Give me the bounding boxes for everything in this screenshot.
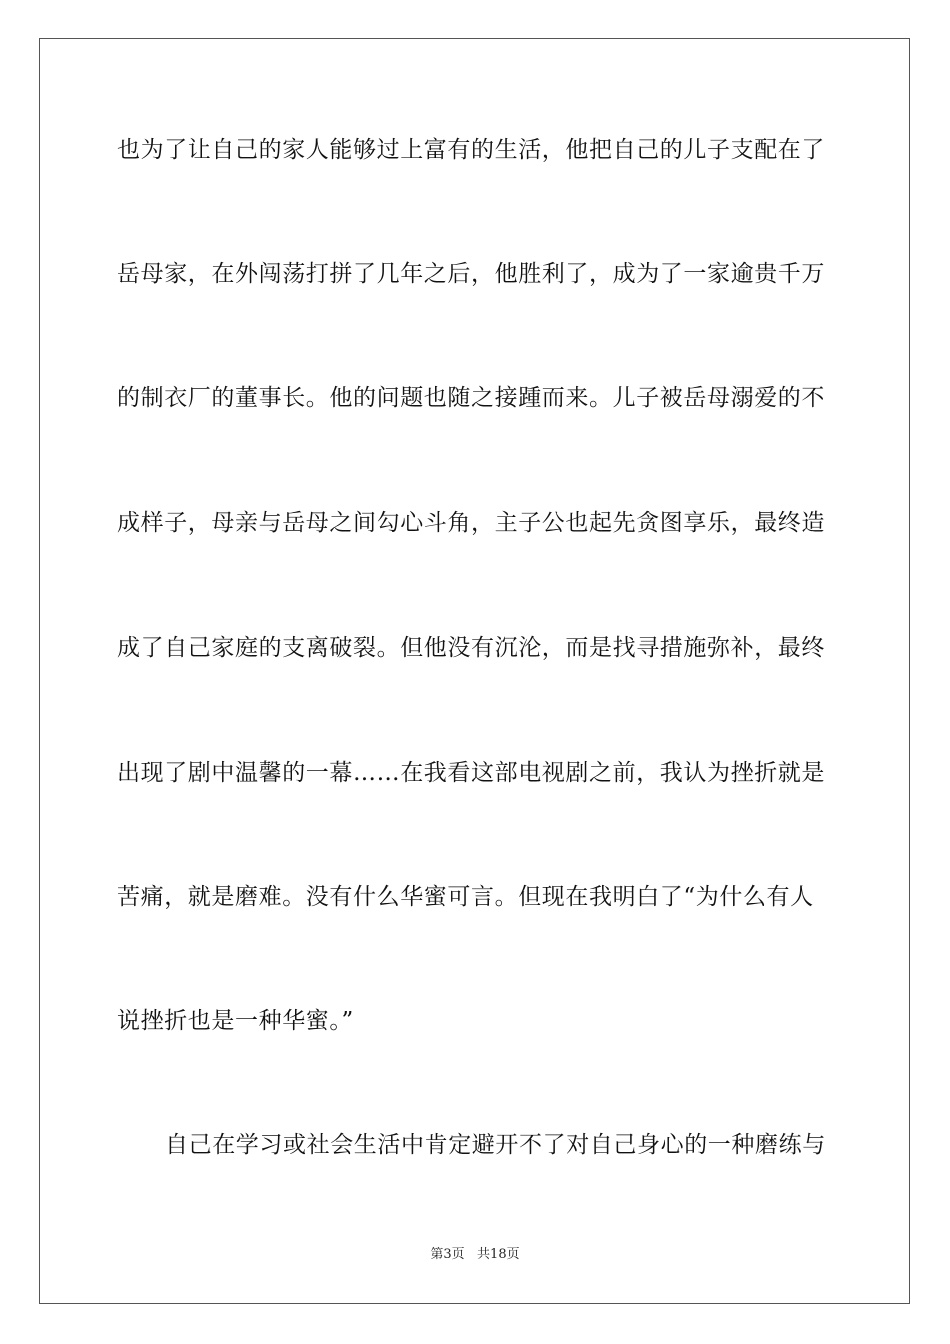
text-line-4: 成样子，母亲与岳母之间勾心斗角，主子公也起先贪图享乐，最终造 <box>117 510 825 536</box>
text-line-2: 岳母家，在外闯荡打拼了几年之后，他胜利了，成为了一家逾贵千万 <box>117 261 825 287</box>
text-line-8: 说挫折也是一种华蜜。” <box>117 1008 354 1034</box>
page-border <box>39 38 910 1304</box>
text-line-3: 的制衣厂的董事长。他的问题也随之接踵而来。儿子被岳母溺爱的不 <box>117 385 825 411</box>
page-number-footer: 第3页 共18页 <box>430 1247 520 1262</box>
text-line-1: 也为了让自己的家人能够过上富有的生活，他把自己的儿子支配在了 <box>117 137 825 163</box>
text-line-5: 成了自己家庭的支离破裂。但他没有沉沦，而是找寻措施弥补，最终 <box>117 635 825 661</box>
text-line-6: 出现了剧中温馨的一幕……在我看这部电视剧之前，我认为挫折就是 <box>117 760 825 786</box>
paragraph-2-first-line: 自己在学习或社会生活中肯定避开不了对自己身心的一种磨练与 <box>165 1132 826 1158</box>
text-line-7: 苦痛，就是磨难。没有什么华蜜可言。但现在我明白了“为什么有人 <box>117 884 814 910</box>
